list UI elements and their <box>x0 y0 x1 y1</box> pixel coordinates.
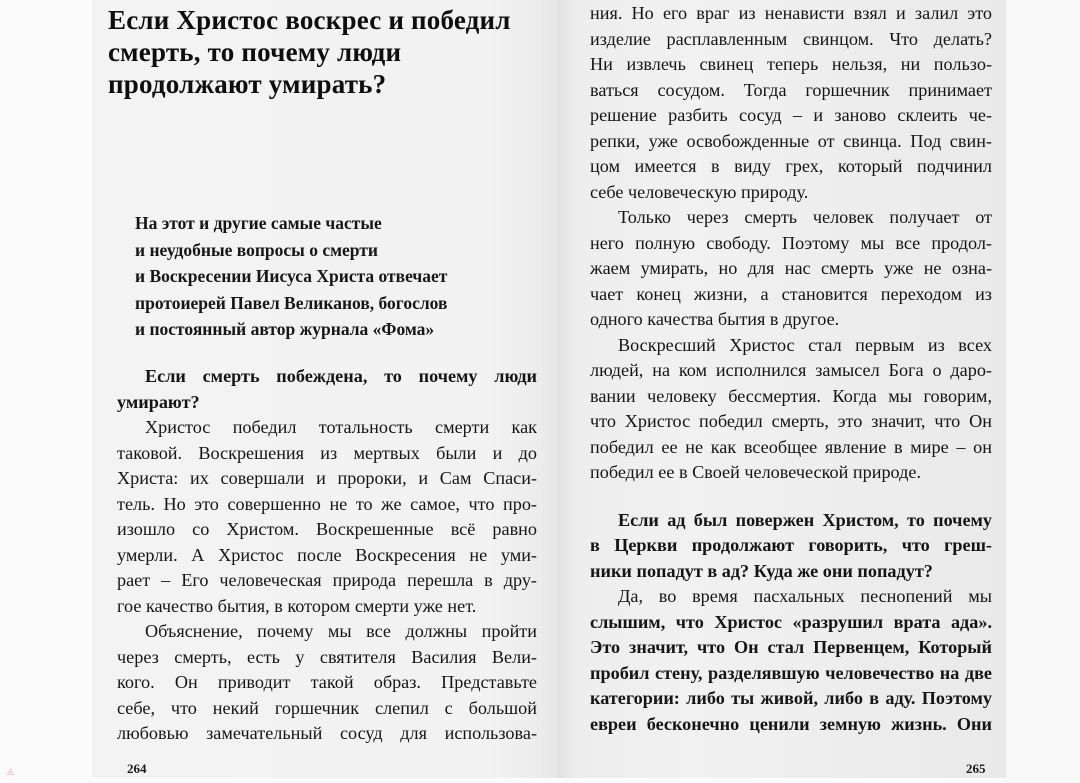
left-page-body <box>117 364 537 747</box>
text-line: решение разбить сосуд – и заново склеить че- <box>590 105 992 125</box>
text-line: тель. Но это совершенно не то же самое, что про- <box>117 493 537 514</box>
paragraph <box>590 584 992 737</box>
question-heading <box>590 508 992 585</box>
question-line: Если смерть побеждена, то почему люди <box>145 366 537 386</box>
page-number-left: 264 <box>127 761 147 776</box>
text-line: Христа: их совершали и пророки, и Сам Спаси- <box>117 468 537 488</box>
question-line: ники попадут в ад? Куда же они попадут? <box>590 560 933 581</box>
page-number-right: 265 <box>966 761 986 776</box>
paragraph <box>590 1 992 205</box>
text-line: репки, уже освобожденные от свинца. Под свин- <box>590 130 992 151</box>
text-line: кого. Он приводит такой образ. Представьте <box>117 672 537 692</box>
question-heading <box>117 364 537 415</box>
text-line: гое качество бытия, в котором смерти уже нет. <box>117 595 477 616</box>
text-line: цом имеется в виду грех, который подчинил <box>590 156 992 176</box>
scan-mark-icon: ◬ <box>7 767 14 777</box>
paragraph <box>590 333 992 486</box>
text-line: чает конец жизни, а становится переходом из <box>590 283 992 304</box>
question-line: в Церкви продолжают говорить, что греш- <box>590 535 992 555</box>
text-line: любовью замечательный сосуд для использова- <box>117 723 537 743</box>
text-line: него полную свободу. Поэтому мы все продол- <box>590 232 992 253</box>
text-line: Ни извлечь свинец теперь нельзя, ни пользо- <box>590 54 992 74</box>
text-line: пробил стену, разделявшую человечество на две <box>590 662 992 683</box>
title-line: Если Христос воскрес и победил <box>108 5 511 35</box>
text-line: таковой. Воскрешения из мертвых были и до <box>117 442 537 463</box>
text-line: изошло со Христом. Воскрешенные всё равно <box>117 519 537 539</box>
lead-line: и постоянный автор журнала «Фома» <box>135 319 435 339</box>
lead-line: На этот и другие самые частые <box>135 213 382 233</box>
text-line: евреи бесконечно ценили земную жизнь. Они <box>590 713 992 734</box>
paragraph <box>117 415 537 619</box>
text-line: Объяснение, почему мы все должны пройти <box>145 621 537 641</box>
text-line: Это значит, что Он стал Первенцем, Который <box>590 637 992 657</box>
lead-paragraph <box>135 210 535 343</box>
outer-margin <box>1006 0 1080 783</box>
text-line: победил ее не как всеобщее явление в мире – он <box>590 436 992 457</box>
text-line: жаем умирать, но для нас смерть уже не озна- <box>590 258 992 278</box>
text-line: себе человеческую природу. <box>590 181 809 202</box>
text-line: умерли. А Христос после Воскресения не уми- <box>117 544 537 565</box>
text-line: что Христос победил смерть, это значит, что Он <box>590 411 992 431</box>
text-line: людей, на ком исполнился замысел Бога о даро- <box>590 360 992 380</box>
title-line: смерть, то почему люди <box>108 37 402 67</box>
lead-line: протоиерей Павел Великанов, богослов <box>135 292 448 313</box>
chapter-title <box>108 4 528 100</box>
text-line: себе, что некий горшечник слепил с большой <box>117 697 537 718</box>
text-line: Христос победил тотальность смерти как <box>145 417 537 437</box>
paragraph <box>117 619 537 747</box>
text-line: изделие расплавленным свинцом. Что делать? <box>590 28 992 49</box>
text-line: Воскресший Христос стал первым из всех <box>618 334 992 355</box>
text-line: категории: либо ты живой, либо в аду. Поэтому <box>590 688 992 708</box>
text-line: ваться сосудом. Тогда горшечник принимает <box>590 79 992 100</box>
text-line: слышим, что Христос «разрушил врата ада». <box>590 611 992 632</box>
text-line: Да, во время пасхальных песнопений мы <box>618 586 992 606</box>
text-line: через смерть, есть у святителя Василия Вели- <box>117 646 537 667</box>
text-line: одного качества бытия в другое. <box>590 309 840 329</box>
lead-line: и Воскресении Иисуса Христа отвечает <box>135 266 448 286</box>
text-line: победил ее в Своей человеческой природе. <box>590 462 921 482</box>
lead-line: и неудобные вопросы о смерти <box>135 239 378 260</box>
section-gap <box>590 486 992 508</box>
question-line: умирают? <box>117 391 200 412</box>
question-line: Если ад был повержен Христом, то почему <box>618 509 992 530</box>
text-line: ния. Но его враг из ненависти взял и залил это <box>590 3 992 23</box>
paragraph <box>590 205 992 333</box>
text-line: рает – Его человеческая природа перешла в дру- <box>117 570 537 590</box>
right-page-body <box>590 1 992 737</box>
text-line: Только через смерть человек получает от <box>618 207 992 227</box>
text-line: вании человеку бессмертия. Когда мы говорим, <box>590 385 992 406</box>
title-line: продолжают умирать? <box>108 69 387 99</box>
